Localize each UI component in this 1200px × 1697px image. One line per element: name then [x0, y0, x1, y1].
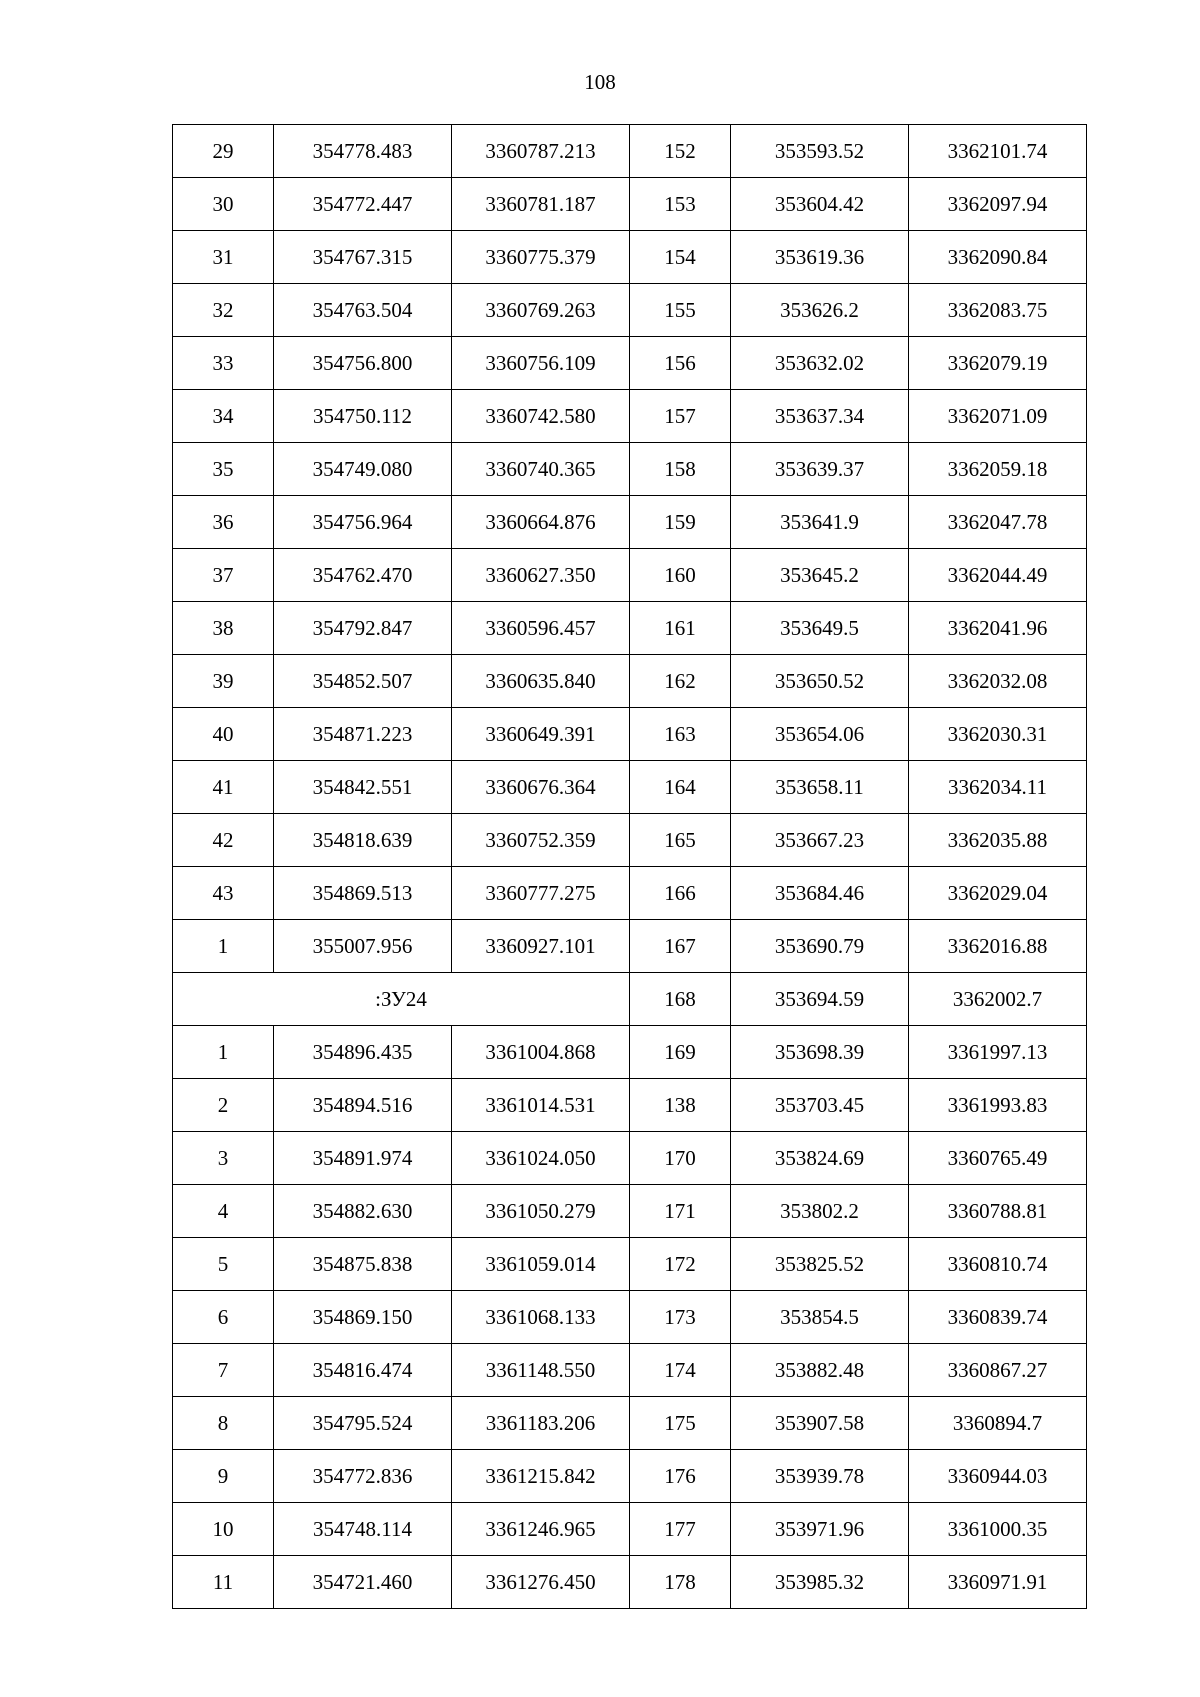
y-coordinate-cell: 3361050.279	[452, 1185, 630, 1238]
y-coordinate-cell: 3360649.391	[452, 708, 630, 761]
point-number-cell: 162	[630, 655, 731, 708]
point-number-cell: 3	[173, 1132, 274, 1185]
point-number-cell: 42	[173, 814, 274, 867]
point-number-cell: 158	[630, 443, 731, 496]
point-number-cell: 7	[173, 1344, 274, 1397]
point-number-cell: 36	[173, 496, 274, 549]
x-coordinate-cell: 354882.630	[274, 1185, 452, 1238]
x-coordinate-cell: 353690.79	[731, 920, 909, 973]
y-coordinate-cell: 3362083.75	[909, 284, 1087, 337]
x-coordinate-cell: 353619.36	[731, 231, 909, 284]
point-number-cell: 177	[630, 1503, 731, 1556]
x-coordinate-cell: 353854.5	[731, 1291, 909, 1344]
y-coordinate-cell: 3362029.04	[909, 867, 1087, 920]
table-row	[173, 867, 1087, 920]
point-number-cell: 160	[630, 549, 731, 602]
point-number-cell: 172	[630, 1238, 731, 1291]
y-coordinate-cell: 3360765.49	[909, 1132, 1087, 1185]
x-coordinate-cell: 354750.112	[274, 390, 452, 443]
point-number-cell: 173	[630, 1291, 731, 1344]
y-coordinate-cell: 3362071.09	[909, 390, 1087, 443]
x-coordinate-cell: 353639.37	[731, 443, 909, 496]
point-number-cell: 138	[630, 1079, 731, 1132]
point-number-cell: 2	[173, 1079, 274, 1132]
point-number-cell: 170	[630, 1132, 731, 1185]
x-coordinate-cell: 353703.45	[731, 1079, 909, 1132]
table-row	[173, 1079, 1087, 1132]
table-row	[173, 231, 1087, 284]
table-row	[173, 761, 1087, 814]
table-row	[173, 1291, 1087, 1344]
y-coordinate-cell: 3360927.101	[452, 920, 630, 973]
x-coordinate-cell: 353698.39	[731, 1026, 909, 1079]
x-coordinate-cell: 354748.114	[274, 1503, 452, 1556]
y-coordinate-cell: 3362101.74	[909, 125, 1087, 178]
x-coordinate-cell: 354792.847	[274, 602, 452, 655]
x-coordinate-cell: 354852.507	[274, 655, 452, 708]
x-coordinate-cell: 354756.800	[274, 337, 452, 390]
section-label-cell: :ЗУ24	[173, 973, 630, 1026]
point-number-cell: 5	[173, 1238, 274, 1291]
y-coordinate-cell: 3361024.050	[452, 1132, 630, 1185]
table-row	[173, 1397, 1087, 1450]
x-coordinate-cell: 353604.42	[731, 178, 909, 231]
point-number-cell: 41	[173, 761, 274, 814]
table-row	[173, 549, 1087, 602]
x-coordinate-cell: 354818.639	[274, 814, 452, 867]
point-number-cell: 154	[630, 231, 731, 284]
point-number-cell: 171	[630, 1185, 731, 1238]
table-row	[173, 390, 1087, 443]
x-coordinate-cell: 354869.513	[274, 867, 452, 920]
y-coordinate-cell: 3362034.11	[909, 761, 1087, 814]
point-number-cell: 166	[630, 867, 731, 920]
point-number-cell: 35	[173, 443, 274, 496]
y-coordinate-cell: 3360775.379	[452, 231, 630, 284]
y-coordinate-cell: 3360756.109	[452, 337, 630, 390]
y-coordinate-cell: 3361215.842	[452, 1450, 630, 1503]
x-coordinate-cell: 353684.46	[731, 867, 909, 920]
y-coordinate-cell: 3360894.7	[909, 1397, 1087, 1450]
point-number-cell: 40	[173, 708, 274, 761]
y-coordinate-cell: 3360740.365	[452, 443, 630, 496]
point-number-cell: 30	[173, 178, 274, 231]
x-coordinate-cell: 353632.02	[731, 337, 909, 390]
y-coordinate-cell: 3361068.133	[452, 1291, 630, 1344]
y-coordinate-cell: 3360810.74	[909, 1238, 1087, 1291]
table-row	[173, 178, 1087, 231]
y-coordinate-cell: 3361148.550	[452, 1344, 630, 1397]
x-coordinate-cell: 354772.836	[274, 1450, 452, 1503]
x-coordinate-cell: 353694.59	[731, 973, 909, 1026]
y-coordinate-cell: 3360944.03	[909, 1450, 1087, 1503]
y-coordinate-cell: 3361997.13	[909, 1026, 1087, 1079]
x-coordinate-cell: 354772.447	[274, 178, 452, 231]
x-coordinate-cell: 354875.838	[274, 1238, 452, 1291]
coordinates-table-body	[173, 125, 1087, 1609]
x-coordinate-cell: 353907.58	[731, 1397, 909, 1450]
y-coordinate-cell: 3362044.49	[909, 549, 1087, 602]
point-number-cell: 37	[173, 549, 274, 602]
y-coordinate-cell: 3362016.88	[909, 920, 1087, 973]
y-coordinate-cell: 3361059.014	[452, 1238, 630, 1291]
x-coordinate-cell: 353645.2	[731, 549, 909, 602]
point-number-cell: 152	[630, 125, 731, 178]
point-number-cell: 11	[173, 1556, 274, 1609]
x-coordinate-cell: 353649.5	[731, 602, 909, 655]
x-coordinate-cell: 353637.34	[731, 390, 909, 443]
x-coordinate-cell: 353825.52	[731, 1238, 909, 1291]
x-coordinate-cell: 353654.06	[731, 708, 909, 761]
y-coordinate-cell: 3360781.187	[452, 178, 630, 231]
x-coordinate-cell: 354894.516	[274, 1079, 452, 1132]
y-coordinate-cell: 3361276.450	[452, 1556, 630, 1609]
y-coordinate-cell: 3360596.457	[452, 602, 630, 655]
point-number-cell: 175	[630, 1397, 731, 1450]
y-coordinate-cell: 3360777.275	[452, 867, 630, 920]
y-coordinate-cell: 3362035.88	[909, 814, 1087, 867]
y-coordinate-cell: 3360752.359	[452, 814, 630, 867]
table-row	[173, 708, 1087, 761]
table-row	[173, 1556, 1087, 1609]
point-number-cell: 157	[630, 390, 731, 443]
x-coordinate-cell: 353882.48	[731, 1344, 909, 1397]
x-coordinate-cell: 354871.223	[274, 708, 452, 761]
x-coordinate-cell: 353626.2	[731, 284, 909, 337]
y-coordinate-cell: 3362030.31	[909, 708, 1087, 761]
y-coordinate-cell: 3361246.965	[452, 1503, 630, 1556]
y-coordinate-cell: 3360787.213	[452, 125, 630, 178]
table-row	[173, 1344, 1087, 1397]
y-coordinate-cell: 3360664.876	[452, 496, 630, 549]
table-row	[173, 125, 1087, 178]
point-number-cell: 39	[173, 655, 274, 708]
section-row	[173, 973, 1087, 1026]
point-number-cell: 6	[173, 1291, 274, 1344]
page-number: 108	[584, 70, 616, 94]
point-number-cell: 10	[173, 1503, 274, 1556]
y-coordinate-cell: 3361014.531	[452, 1079, 630, 1132]
point-number-cell: 8	[173, 1397, 274, 1450]
x-coordinate-cell: 354763.504	[274, 284, 452, 337]
point-number-cell: 163	[630, 708, 731, 761]
y-coordinate-cell: 3361004.868	[452, 1026, 630, 1079]
y-coordinate-cell: 3362097.94	[909, 178, 1087, 231]
table-row	[173, 496, 1087, 549]
point-number-cell: 31	[173, 231, 274, 284]
x-coordinate-cell: 353650.52	[731, 655, 909, 708]
y-coordinate-cell: 3362059.18	[909, 443, 1087, 496]
point-number-cell: 1	[173, 1026, 274, 1079]
x-coordinate-cell: 353658.11	[731, 761, 909, 814]
point-number-cell: 167	[630, 920, 731, 973]
x-coordinate-cell: 354891.974	[274, 1132, 452, 1185]
point-number-cell: 169	[630, 1026, 731, 1079]
point-number-cell: 34	[173, 390, 274, 443]
x-coordinate-cell: 353971.96	[731, 1503, 909, 1556]
point-number-cell: 33	[173, 337, 274, 390]
table-row	[173, 655, 1087, 708]
point-number-cell: 168	[630, 973, 731, 1026]
point-number-cell: 9	[173, 1450, 274, 1503]
table-row	[173, 284, 1087, 337]
x-coordinate-cell: 354842.551	[274, 761, 452, 814]
x-coordinate-cell: 354767.315	[274, 231, 452, 284]
x-coordinate-cell: 353593.52	[731, 125, 909, 178]
table-row	[173, 1450, 1087, 1503]
y-coordinate-cell: 3361993.83	[909, 1079, 1087, 1132]
table-row	[173, 337, 1087, 390]
point-number-cell: 38	[173, 602, 274, 655]
point-number-cell: 165	[630, 814, 731, 867]
x-coordinate-cell: 353802.2	[731, 1185, 909, 1238]
y-coordinate-cell: 3362041.96	[909, 602, 1087, 655]
x-coordinate-cell: 354721.460	[274, 1556, 452, 1609]
x-coordinate-cell: 354896.435	[274, 1026, 452, 1079]
y-coordinate-cell: 3360635.840	[452, 655, 630, 708]
x-coordinate-cell: 353641.9	[731, 496, 909, 549]
table-row	[173, 1132, 1087, 1185]
y-coordinate-cell: 3360627.350	[452, 549, 630, 602]
y-coordinate-cell: 3361183.206	[452, 1397, 630, 1450]
point-number-cell: 155	[630, 284, 731, 337]
table-row	[173, 443, 1087, 496]
y-coordinate-cell: 3360839.74	[909, 1291, 1087, 1344]
x-coordinate-cell: 354756.964	[274, 496, 452, 549]
y-coordinate-cell: 3360971.91	[909, 1556, 1087, 1609]
point-number-cell: 176	[630, 1450, 731, 1503]
y-coordinate-cell: 3362079.19	[909, 337, 1087, 390]
y-coordinate-cell: 3361000.35	[909, 1503, 1087, 1556]
table-row	[173, 1185, 1087, 1238]
y-coordinate-cell: 3362032.08	[909, 655, 1087, 708]
table-row	[173, 814, 1087, 867]
x-coordinate-cell: 354795.524	[274, 1397, 452, 1450]
x-coordinate-cell: 355007.956	[274, 920, 452, 973]
x-coordinate-cell: 353667.23	[731, 814, 909, 867]
y-coordinate-cell: 3360867.27	[909, 1344, 1087, 1397]
y-coordinate-cell: 3362090.84	[909, 231, 1087, 284]
table-row	[173, 1238, 1087, 1291]
y-coordinate-cell: 3360742.580	[452, 390, 630, 443]
coordinates-table	[172, 124, 1087, 1609]
y-coordinate-cell: 3362047.78	[909, 496, 1087, 549]
point-number-cell: 29	[173, 125, 274, 178]
x-coordinate-cell: 354749.080	[274, 443, 452, 496]
y-coordinate-cell: 3360769.263	[452, 284, 630, 337]
x-coordinate-cell: 353824.69	[731, 1132, 909, 1185]
x-coordinate-cell: 353939.78	[731, 1450, 909, 1503]
x-coordinate-cell: 354869.150	[274, 1291, 452, 1344]
table-row	[173, 602, 1087, 655]
table-row	[173, 920, 1087, 973]
y-coordinate-cell: 3362002.7	[909, 973, 1087, 1026]
table-row	[173, 1026, 1087, 1079]
point-number-cell: 4	[173, 1185, 274, 1238]
y-coordinate-cell: 3360788.81	[909, 1185, 1087, 1238]
point-number-cell: 156	[630, 337, 731, 390]
x-coordinate-cell: 353985.32	[731, 1556, 909, 1609]
point-number-cell: 161	[630, 602, 731, 655]
point-number-cell: 32	[173, 284, 274, 337]
point-number-cell: 164	[630, 761, 731, 814]
point-number-cell: 174	[630, 1344, 731, 1397]
y-coordinate-cell: 3360676.364	[452, 761, 630, 814]
point-number-cell: 1	[173, 920, 274, 973]
x-coordinate-cell: 354762.470	[274, 549, 452, 602]
table-row	[173, 1503, 1087, 1556]
point-number-cell: 178	[630, 1556, 731, 1609]
point-number-cell: 159	[630, 496, 731, 549]
x-coordinate-cell: 354778.483	[274, 125, 452, 178]
point-number-cell: 153	[630, 178, 731, 231]
point-number-cell: 43	[173, 867, 274, 920]
x-coordinate-cell: 354816.474	[274, 1344, 452, 1397]
